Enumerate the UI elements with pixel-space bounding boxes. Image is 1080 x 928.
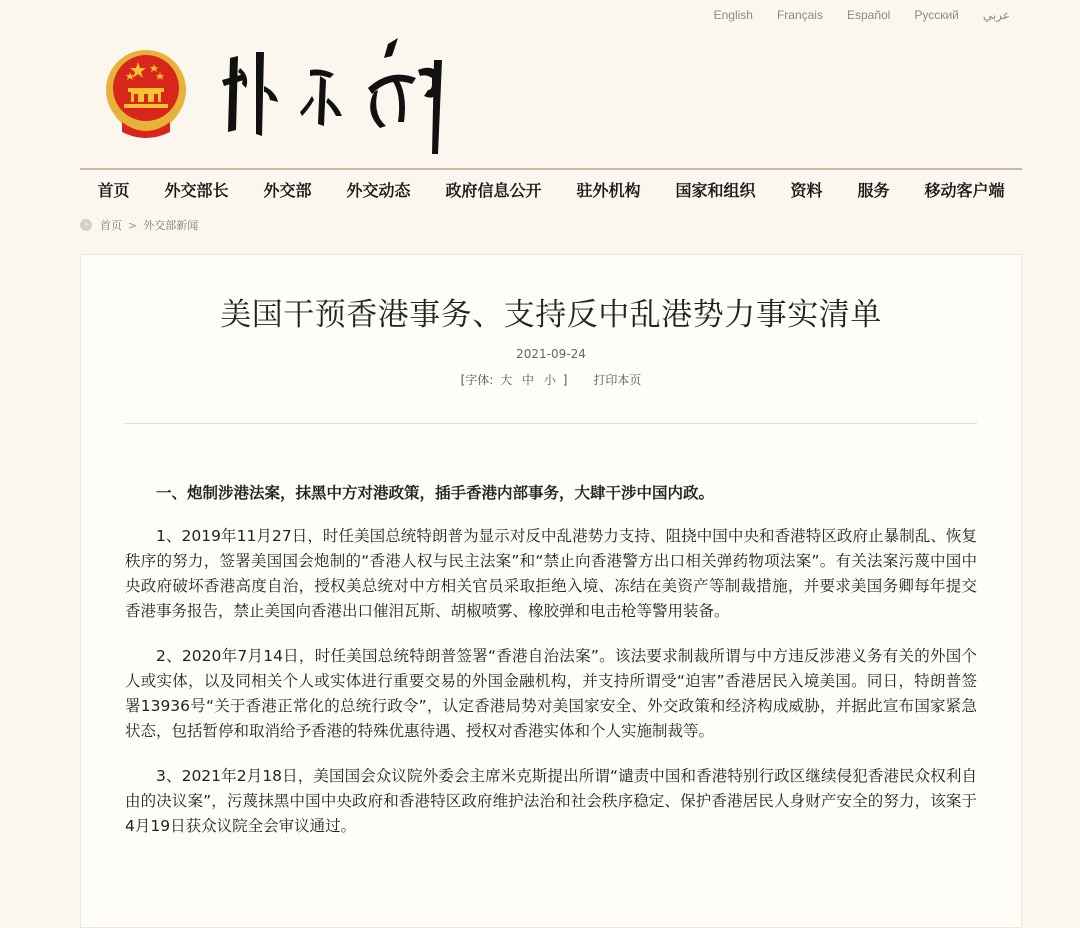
nav-resources[interactable]: 资料	[790, 180, 823, 200]
article-paragraph: 1、2019年11月27日，时任美国总统特朗普为显示对反中乱港势力支持、阻挠中国中央和香港特区政府止暴制乱、恢复秩序的努力，签署美国国会炮制的“香港人权与民主法案”和“禁止向香港警方出口相关弹药物项法案”。有关法案污蔑中国中央政府破坏香港高度自治，授权美总统对中方相关官员采取拒绝入境、冻结在美资产等制裁措施，并要求美国务卿每年提交香港事务报告，禁止美国向香港出口催泪瓦斯、胡椒喷雾、橡胶弹和电击枪等警用装备。	[125, 527, 977, 620]
lang-russian[interactable]: Русский	[914, 8, 959, 22]
national-emblem-icon[interactable]	[104, 48, 188, 138]
nav-mobile-client[interactable]: 移动客户端	[924, 180, 1005, 200]
nav-ministry[interactable]: 外交部	[263, 180, 312, 200]
nav-government-info[interactable]: 政府信息公开	[445, 180, 542, 200]
article-body	[125, 481, 977, 859]
nav-foreign-minister[interactable]: 外交部长	[164, 180, 229, 200]
chevron-right-icon: ›	[80, 219, 92, 231]
section-heading: 一、炮制涉港法案，抹黑中方对港政策，插手香港内部事务，大肆干涉中国内政。	[156, 484, 715, 502]
print-page-link[interactable]: 打印本页	[593, 373, 642, 387]
main-navigation	[80, 168, 1022, 208]
article-paragraph: 3、2021年2月18日，美国国会众议院外委会主席米克斯提出所谓“谴责中国和香港特别行政区继续侵犯香港民众权利自由的决议案”，污蔑抹黑中国中央政府和香港特区政府维护法治和社会秩序稳定、保护香港居民人身财产安全的努力，该案于4月19日获众议院全会审议通过。	[125, 767, 977, 835]
breadcrumb-section[interactable]: 外交部新闻	[143, 219, 199, 232]
breadcrumb-separator: >	[128, 218, 138, 232]
font-size-medium[interactable]: 中	[522, 373, 535, 387]
lang-arabic[interactable]: عربي	[982, 8, 1010, 22]
font-size-selector	[461, 371, 568, 388]
lang-french[interactable]: Français	[776, 8, 823, 22]
article-container	[80, 254, 1022, 928]
article-title: 美国干预香港事务、支持反中乱港势力事实清单	[220, 297, 882, 333]
lang-english[interactable]: English	[713, 8, 753, 22]
nav-services[interactable]: 服务	[857, 180, 890, 200]
lang-spanish[interactable]: Español	[846, 8, 891, 22]
nav-diplomatic-news[interactable]: 外交动态	[346, 180, 411, 200]
font-label-open: [字体:	[460, 373, 494, 387]
breadcrumb-home[interactable]: 首页	[100, 219, 122, 232]
nav-home[interactable]: 首页	[97, 180, 130, 200]
ministry-calligraphy-logo	[218, 30, 478, 160]
font-label-close: ]	[562, 373, 568, 387]
nav-countries-organizations[interactable]: 国家和组织	[675, 180, 756, 200]
font-size-small[interactable]: 小	[543, 373, 556, 387]
article-paragraph: 2、2020年7月14日，时任美国总统特朗普签署“香港自治法案”。该法要求制裁所谓与中方违反涉港义务有关的外国个人或实体，以及同相关个人或实体进行重要交易的外国金融机构，并支持所谓受“迫害”香港居民入境美国。同日，特朗普签署13936号“关于香港正常化的总统行政令”，认定香港局势对美国家安全、外交政策和经济构成威胁，并据此宣布国家紧急状态，包括暂停和取消给予香港的特殊优惠待遇、授权对香港实体和个人实施制裁等。	[125, 647, 977, 740]
language-bar	[714, 8, 1010, 22]
divider	[125, 423, 977, 424]
article-date: 2021-09-24	[516, 347, 586, 361]
font-size-large[interactable]: 大	[500, 373, 513, 387]
article-toolbar	[81, 371, 1021, 388]
nav-missions-abroad[interactable]: 驻外机构	[576, 180, 641, 200]
breadcrumb	[80, 216, 198, 234]
